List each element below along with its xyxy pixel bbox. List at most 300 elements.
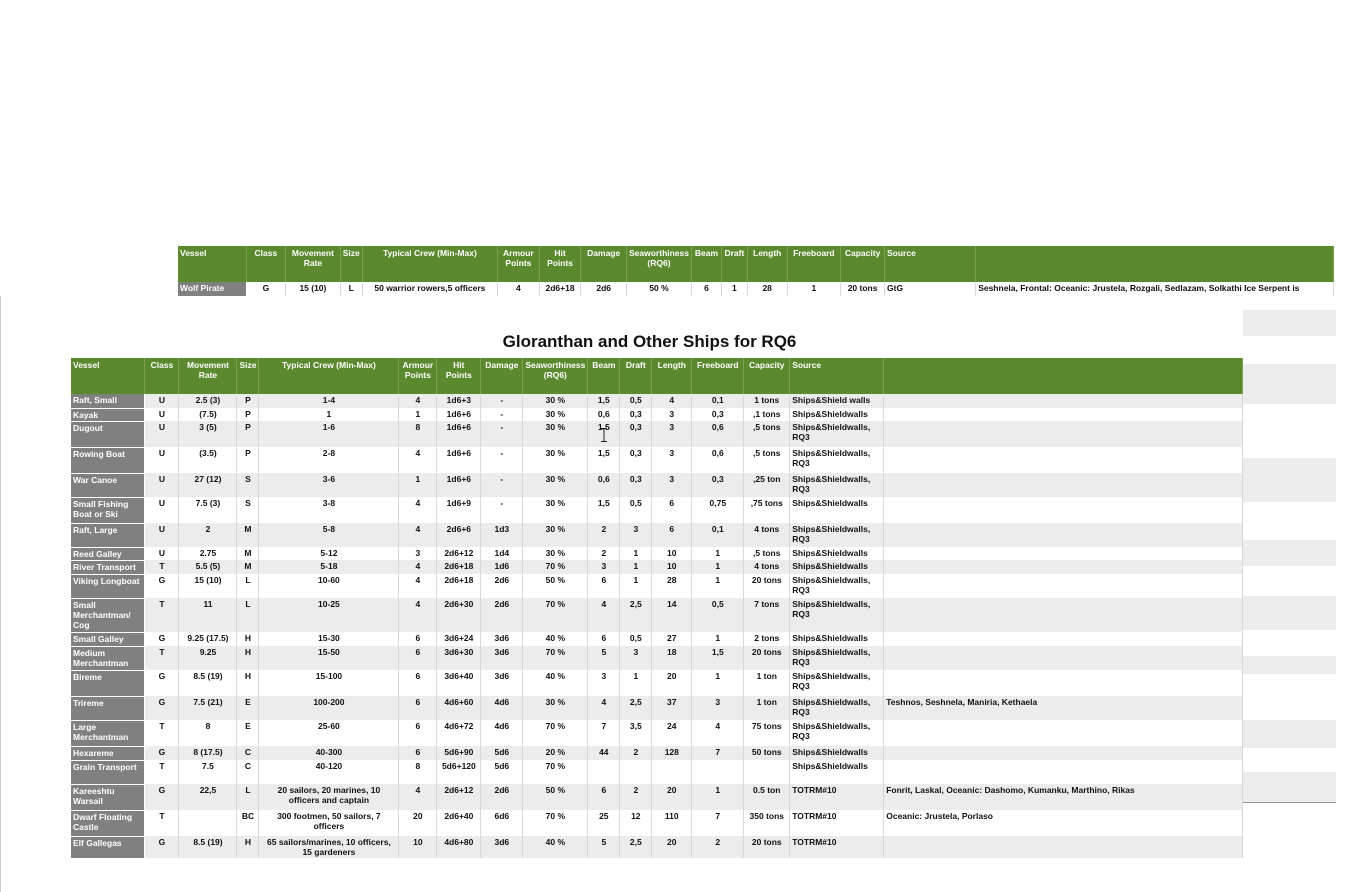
cell: 1-4 (259, 394, 399, 408)
cell: 2 tons (744, 632, 790, 646)
cell (884, 760, 1243, 784)
background-sheet (178, 246, 1334, 297)
col-header-beam: Beam (588, 358, 620, 394)
cell: P (237, 408, 259, 421)
background-header-row (178, 246, 1334, 282)
cell: 15-100 (259, 670, 399, 696)
background-row (178, 282, 1334, 296)
cell: 3d6+24 (437, 632, 481, 646)
cell: 1,5 (692, 646, 744, 670)
cell: 6 (692, 282, 722, 296)
cell: 4d6+80 (437, 836, 481, 858)
cell: ,25 ton (744, 473, 790, 497)
cell: Fonrit, Laskal, Oceanic: Dashomo, Kumanku, Marthino, Rikas (884, 784, 1243, 810)
cell (884, 632, 1243, 646)
cell: 3 (620, 523, 652, 547)
cell: 0,3 (692, 473, 744, 497)
cell: U (145, 497, 179, 523)
cell: Ships&Shield walls (790, 394, 884, 408)
table-row (71, 696, 1243, 720)
cell: Ships&Shieldwalls, RQ3 (790, 720, 884, 746)
table-row (71, 836, 1243, 858)
cell: 0,6 (692, 421, 744, 447)
cell: 0.5 ton (744, 784, 790, 810)
cell (884, 560, 1243, 574)
cell: 30 % (523, 421, 588, 447)
cell: 9.25 (17.5) (179, 632, 237, 646)
col-header-source: Source (790, 358, 884, 394)
cell (884, 646, 1243, 670)
cell: ,75 tons (744, 497, 790, 523)
cell: 1 (692, 784, 744, 810)
table-row (71, 523, 1243, 547)
cell (884, 547, 1243, 560)
col-header: Hit Points (539, 246, 581, 282)
cell: 50 tons (744, 746, 790, 760)
cell: Seshnela, Frontal: Oceanic: Jrustela, Rozgali, Sedlazam, Solkathi Ice Serpent is (976, 282, 1334, 296)
cell: 20 (399, 810, 437, 836)
cell: 5d6+90 (437, 746, 481, 760)
main-sheet (0, 296, 1243, 892)
cell (884, 408, 1243, 421)
cell: 25-60 (259, 720, 399, 746)
vessel-cell: Rowing Boat (71, 447, 145, 473)
cell: G (145, 632, 179, 646)
col-header: Source (885, 246, 976, 282)
cell (652, 760, 692, 784)
cell (884, 473, 1243, 497)
cell: 20 sailors, 20 marines, 10 officers and captain (259, 784, 399, 810)
cell: Ships&Shieldwalls, RQ3 (790, 421, 884, 447)
cell: 3 (652, 447, 692, 473)
vessel-cell: Kareeshtu Warsail (71, 784, 145, 810)
cell: 100-200 (259, 696, 399, 720)
cell: - (481, 497, 523, 523)
cell: 1d6+6 (437, 421, 481, 447)
vessel-cell: Hexareme (71, 746, 145, 760)
cell: 5-8 (259, 523, 399, 547)
vessel-cell: Trireme (71, 696, 145, 720)
cell: 15 (10) (286, 282, 341, 296)
cell: Ships&Shieldwalls (790, 547, 884, 560)
cell: 15-50 (259, 646, 399, 670)
cell: 1d6+9 (437, 497, 481, 523)
cell: P (237, 447, 259, 473)
table-row (71, 497, 1243, 523)
table-row (71, 720, 1243, 746)
cell: S (237, 473, 259, 497)
cell: H (237, 646, 259, 670)
cell: M (237, 523, 259, 547)
cell: C (237, 760, 259, 784)
cell: Ships&Shieldwalls (790, 746, 884, 760)
cell: U (145, 447, 179, 473)
cell (692, 760, 744, 784)
cell (884, 836, 1243, 858)
cell: Ships&Shieldwalls (790, 408, 884, 421)
cell: 2d6 (581, 282, 627, 296)
table-row (71, 746, 1243, 760)
cell: 3d6+40 (437, 670, 481, 696)
cell: U (145, 421, 179, 447)
cell: 1 (399, 473, 437, 497)
cell: ,5 tons (744, 547, 790, 560)
cell: ,1 tons (744, 408, 790, 421)
cell: 50 % (627, 282, 692, 296)
cell: 28 (652, 574, 692, 598)
cell: 10 (399, 836, 437, 858)
cell: 3 (620, 646, 652, 670)
cell: 7.5 (179, 760, 237, 784)
vessel-cell: Medium Merchantman (71, 646, 145, 670)
vessel-cell: Wolf Pirate (178, 282, 246, 296)
cell (179, 810, 237, 836)
cell: 6 (399, 746, 437, 760)
cell: 0,6 (588, 408, 620, 421)
cell: C (237, 746, 259, 760)
cell: 4 (692, 720, 744, 746)
cell: 1 (620, 547, 652, 560)
cell: 9.25 (179, 646, 237, 670)
cell: 1 (692, 632, 744, 646)
cell: 50 % (523, 574, 588, 598)
table-row (71, 598, 1243, 632)
cell: 3,5 (620, 720, 652, 746)
cell: T (145, 760, 179, 784)
cell (884, 670, 1243, 696)
cell: 1-6 (259, 421, 399, 447)
cell: 1,5 (588, 394, 620, 408)
cell: 4 (399, 394, 437, 408)
cell: 4 tons (744, 560, 790, 574)
cell: 6 (399, 720, 437, 746)
cell: 30 % (523, 696, 588, 720)
cell: 12 (620, 810, 652, 836)
vessel-cell: Reed Galley (71, 547, 145, 560)
table-header-row (71, 358, 1243, 394)
cell: H (237, 836, 259, 858)
cell: 70 % (523, 646, 588, 670)
cell: 6 (399, 670, 437, 696)
vessel-cell: Small Galley (71, 632, 145, 646)
cell: 10 (652, 547, 692, 560)
col-header: Draft (721, 246, 747, 282)
cell: 2.75 (179, 547, 237, 560)
cell: 1 (620, 560, 652, 574)
cell: 70 % (523, 810, 588, 836)
cell: L (237, 784, 259, 810)
cell: TOTRM#10 (790, 810, 884, 836)
cell: 1d4 (481, 547, 523, 560)
cell: H (237, 632, 259, 646)
cell: 40 % (523, 670, 588, 696)
col-header-freeboard: Freeboard (692, 358, 744, 394)
cell: 1 (692, 670, 744, 696)
col-header-crew: Typical Crew (Min-Max) (259, 358, 399, 394)
cell: 1 (399, 408, 437, 421)
cell: 350 tons (744, 810, 790, 836)
cell: 30 % (523, 547, 588, 560)
cell: 20 tons (744, 836, 790, 858)
cell: TOTRM#10 (790, 836, 884, 858)
table-row (71, 670, 1243, 696)
cell: 1 (620, 574, 652, 598)
cell: 1,5 (588, 421, 620, 447)
cell: 2d6+40 (437, 810, 481, 836)
cell: 20 tons (744, 646, 790, 670)
cell: 3 (5) (179, 421, 237, 447)
cell: - (481, 408, 523, 421)
cell: 4d6+72 (437, 720, 481, 746)
cell: 1d6+6 (437, 408, 481, 421)
cell: 40-300 (259, 746, 399, 760)
cell: 2d6+30 (437, 598, 481, 632)
cell: 70 % (523, 760, 588, 784)
cell: 300 footmen, 50 sailors, 7 officers (259, 810, 399, 836)
cell: 6 (588, 574, 620, 598)
ships-table (71, 358, 1243, 859)
col-header: Length (747, 246, 787, 282)
cell (884, 574, 1243, 598)
cell: 1d6+3 (437, 394, 481, 408)
cell: 44 (588, 746, 620, 760)
cell: U (145, 473, 179, 497)
cell: 6 (399, 696, 437, 720)
cell: 8 (179, 720, 237, 746)
cell (744, 760, 790, 784)
table-row (71, 810, 1243, 836)
cell: 2 (692, 836, 744, 858)
cell: 20 % (523, 746, 588, 760)
cell: P (237, 421, 259, 447)
col-header-capacity: Capacity (744, 358, 790, 394)
cell: Ships&Shieldwalls (790, 760, 884, 784)
vessel-cell: Dwarf Floating Castle (71, 810, 145, 836)
cell: Ships&Shieldwalls, RQ3 (790, 574, 884, 598)
cell: 20 tons (841, 282, 885, 296)
vessel-cell: Large Merchantman (71, 720, 145, 746)
cell: 50 % (523, 784, 588, 810)
table-row (71, 560, 1243, 574)
cell: 7 (588, 720, 620, 746)
col-header: Vessel (178, 246, 246, 282)
cell: G (145, 784, 179, 810)
cell: 2d6+12 (437, 784, 481, 810)
cell: 2 (620, 746, 652, 760)
cell: 0,1 (692, 523, 744, 547)
cell: 4 (399, 523, 437, 547)
cell: 0,1 (692, 394, 744, 408)
cell (884, 598, 1243, 632)
cell: 0,3 (692, 408, 744, 421)
cell: 2-8 (259, 447, 399, 473)
table-row (71, 408, 1243, 421)
cell: 4 (588, 598, 620, 632)
cell: 8 (399, 421, 437, 447)
col-header: Armour Points (498, 246, 540, 282)
cell: 2,5 (620, 836, 652, 858)
cell: 2 (588, 547, 620, 560)
cell: T (145, 598, 179, 632)
cell: 3d6 (481, 646, 523, 670)
cell: 7.5 (3) (179, 497, 237, 523)
cell: 3 (588, 560, 620, 574)
cell (884, 746, 1243, 760)
cell: - (481, 447, 523, 473)
cell: 4 tons (744, 523, 790, 547)
cell: 4 (399, 447, 437, 473)
col-header-draft: Draft (620, 358, 652, 394)
vessel-cell: Raft, Large (71, 523, 145, 547)
cell: 2d6 (481, 598, 523, 632)
cell: 3 (692, 696, 744, 720)
cell: 3 (588, 670, 620, 696)
vessel-cell: Raft, Small (71, 394, 145, 408)
cell: TOTRM#10 (790, 784, 884, 810)
cell: Teshnos, Seshnela, Maniria, Kethaela (884, 696, 1243, 720)
cell: 4 (588, 696, 620, 720)
cell: 6d6 (481, 810, 523, 836)
cell: 4 (399, 560, 437, 574)
cell: 2 (588, 523, 620, 547)
table-row (71, 394, 1243, 408)
cell: 37 (652, 696, 692, 720)
cell: 4 (399, 574, 437, 598)
cell: 10-60 (259, 574, 399, 598)
cell: 4 (399, 497, 437, 523)
vessel-cell: Viking Longboat (71, 574, 145, 598)
cell: 1 (721, 282, 747, 296)
cell: 2d6+12 (437, 547, 481, 560)
cell: 1d6+6 (437, 447, 481, 473)
cell: 6 (652, 523, 692, 547)
cell: 0,6 (588, 473, 620, 497)
vessel-cell: Dugout (71, 421, 145, 447)
page-title: Gloranthan and Other Ships for RQ6 (502, 332, 797, 351)
cell: 1d3 (481, 523, 523, 547)
cell: 3d6 (481, 632, 523, 646)
cell: (7.5) (179, 408, 237, 421)
cell: 30 % (523, 447, 588, 473)
cell: 30 % (523, 523, 588, 547)
cell: 6 (399, 632, 437, 646)
cell: 27 (12) (179, 473, 237, 497)
cell: 0,3 (620, 473, 652, 497)
cell: G (246, 282, 285, 296)
cell: Ships&Shieldwalls, RQ3 (790, 473, 884, 497)
cell: G (145, 696, 179, 720)
cell: L (340, 282, 362, 296)
cell: - (481, 394, 523, 408)
cell: 15 (10) (179, 574, 237, 598)
col-header: Movement Rate (286, 246, 341, 282)
cell: 1 tons (744, 394, 790, 408)
cell (884, 421, 1243, 447)
right-margin-stripes (1242, 296, 1336, 892)
cell: 4 (498, 282, 540, 296)
table-row (71, 784, 1243, 810)
cell: G (145, 836, 179, 858)
cell: 6 (652, 497, 692, 523)
cell: Ships&Shieldwalls (790, 560, 884, 574)
cell: T (145, 810, 179, 836)
cell: 1,5 (588, 447, 620, 473)
cell: 1 ton (744, 696, 790, 720)
cell: P (237, 394, 259, 408)
cell: 3 (652, 473, 692, 497)
cell: 4 (399, 598, 437, 632)
cell: 5d6 (481, 760, 523, 784)
cell: Oceanic: Jrustela, Porlaso (884, 810, 1243, 836)
cell (884, 720, 1243, 746)
cell: Ships&Shieldwalls, RQ3 (790, 523, 884, 547)
cell: GtG (885, 282, 976, 296)
vessel-cell: Bireme (71, 670, 145, 696)
cell: 0,5 (620, 394, 652, 408)
col-header-hit-points: Hit Points (437, 358, 481, 394)
cell: 2d6+18 (539, 282, 581, 296)
cell: 3d6 (481, 670, 523, 696)
cell: U (145, 547, 179, 560)
cell: 3-8 (259, 497, 399, 523)
cell: 3d6+30 (437, 646, 481, 670)
cell: L (237, 574, 259, 598)
cell: 7 (692, 810, 744, 836)
cell: ,5 tons (744, 421, 790, 447)
table-row (71, 632, 1243, 646)
ships-table-body (71, 394, 1243, 858)
cell: 5-18 (259, 560, 399, 574)
cell: Ships&Shieldwalls, RQ3 (790, 670, 884, 696)
cell: 70 % (523, 598, 588, 632)
cell: 30 % (523, 394, 588, 408)
cell: 0,5 (692, 598, 744, 632)
cell: - (481, 421, 523, 447)
col-header-vessel: Vessel (71, 358, 145, 394)
cell: 0,3 (620, 447, 652, 473)
cell: 2d6 (481, 784, 523, 810)
cell: 2d6+6 (437, 523, 481, 547)
cell: 15-30 (259, 632, 399, 646)
cell: 3 (652, 421, 692, 447)
cell: 1 (620, 670, 652, 696)
cell: 4d6 (481, 720, 523, 746)
cell: 20 (652, 784, 692, 810)
cell: 75 tons (744, 720, 790, 746)
table-row (71, 473, 1243, 497)
cell: Ships&Shieldwalls (790, 632, 884, 646)
cell: 8.5 (19) (179, 836, 237, 858)
cell: T (145, 646, 179, 670)
cell: 18 (652, 646, 692, 670)
cell: 70 % (523, 720, 588, 746)
cell: 10-25 (259, 598, 399, 632)
cell: 40 % (523, 836, 588, 858)
cell: 65 sailors/marines, 10 officers, 15 gardeners (259, 836, 399, 858)
cell: M (237, 547, 259, 560)
cell: T (145, 560, 179, 574)
vessel-cell: Small Fishing Boat or Ski (71, 497, 145, 523)
cell: 8.5 (19) (179, 670, 237, 696)
col-header: Freeboard (787, 246, 841, 282)
cell: 4d6+60 (437, 696, 481, 720)
col-header-armour: Armour Points (399, 358, 437, 394)
cell: 7 tons (744, 598, 790, 632)
cell: 30 % (523, 473, 588, 497)
col-header: Class (246, 246, 285, 282)
cell: 1 (692, 547, 744, 560)
cell: 8 (17.5) (179, 746, 237, 760)
